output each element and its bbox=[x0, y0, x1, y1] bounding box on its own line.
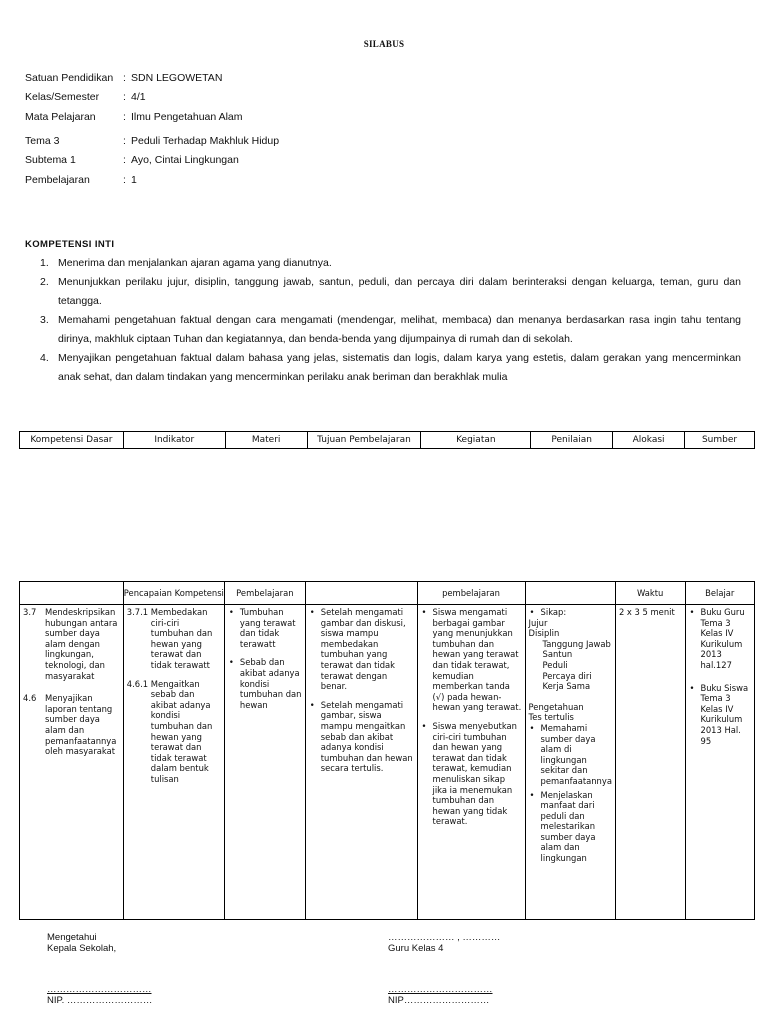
info-separator: : bbox=[123, 71, 126, 84]
list-item: Tanggung Jawab bbox=[542, 638, 611, 649]
kompetensi-inti-list bbox=[40, 254, 741, 387]
list-item: Disiplin bbox=[528, 628, 560, 639]
list-item bbox=[23, 693, 120, 757]
list-text: Memahami pengetahuan faktual dengan cara mengamati (mendengar, melihat, membaca) dan menanya berdasarkan rasa ingin tahu tentang dirinya, makhluk ciptaan Tuhan dan kegiatannya, dan benda-benda yang dijumpainya di rumah dan di sekolah. bbox=[58, 314, 741, 345]
info-row bbox=[25, 151, 279, 171]
info-separator: : bbox=[123, 173, 126, 186]
list-text: Menerima dan menjalankan ajaran agama yang dianutnya. bbox=[58, 257, 332, 269]
info-separator: : bbox=[123, 134, 126, 147]
column-header: Penilaian bbox=[531, 432, 613, 449]
column-header: Kompetensi Dasar bbox=[20, 432, 124, 449]
info-value: Ilmu Pengetahuan Alam bbox=[131, 110, 243, 123]
info-value: Ayo, Cintai Lingkungan bbox=[131, 154, 239, 167]
info-label: Tema 3 bbox=[25, 134, 60, 147]
signature-principal bbox=[47, 932, 152, 1006]
signature-name: …………………………… bbox=[388, 984, 493, 995]
sikap-label: • Sikap: bbox=[529, 607, 612, 618]
list-number: 3.7.1 bbox=[126, 607, 149, 617]
list-item: Jujur bbox=[528, 617, 548, 628]
column-header: Alokasi bbox=[613, 432, 685, 449]
list-item: • Sebab dan akibat adanya kondisi tumbuhan dan hewan bbox=[228, 657, 302, 710]
list-item: Kerja Sama bbox=[542, 681, 591, 692]
column-header: Kegiatan bbox=[421, 432, 531, 449]
list-item bbox=[127, 679, 221, 785]
list-number: 3. bbox=[40, 314, 49, 326]
info-row bbox=[25, 68, 243, 88]
info-value: 1 bbox=[131, 173, 137, 186]
list-item: Percaya diri bbox=[542, 670, 592, 681]
list-text: Mendeskripsikan hubungan antara sumber daya alam dengan lingkungan, teknologi, dan masyarakat bbox=[45, 607, 118, 681]
list-item: • Buku Guru Tema 3 Kelas IV Kurikulum 2013 hal.127 bbox=[689, 607, 752, 671]
info-value: Peduli Terhadap Makhluk Hidup bbox=[131, 134, 280, 147]
column-header: Pencapaian Kompetensi bbox=[123, 582, 224, 605]
list-item bbox=[40, 311, 741, 349]
signature-nip: NIP……………………… bbox=[388, 995, 490, 1006]
info-label: Pembelajaran bbox=[25, 173, 90, 186]
kompetensi-inti-heading: KOMPETENSI INTI bbox=[25, 239, 115, 250]
materi-cell bbox=[224, 605, 305, 920]
list-item bbox=[40, 254, 741, 273]
list-number: 4.6.1 bbox=[126, 678, 149, 689]
column-header: Pembelajaran bbox=[224, 582, 305, 605]
list-item: • Siswa mengamati berbagai gambar yang menunjukkan tumbuhan dan hewan yang terawat dan tidak terawat, kemudian memberkan tanda (√) pada hewan-hewan yang terawat. bbox=[421, 607, 522, 713]
alokasi-cell: 2 x 3 5 menit bbox=[615, 605, 685, 920]
signature-teacher bbox=[388, 932, 500, 1006]
info-row bbox=[25, 107, 243, 127]
info-label: Kelas/Semester bbox=[25, 91, 100, 104]
signature-place-date: ………………… , ………… bbox=[388, 932, 501, 943]
theme-info bbox=[25, 131, 279, 190]
list-text: Menunjukkan perilaku jujur, disiplin, tanggung jawab, santun, peduli, dan percaya diri dalam berinteraksi dengan keluarga, teman, guru dan tetangga. bbox=[58, 276, 741, 307]
column-header: Belajar bbox=[685, 582, 755, 605]
column-header bbox=[525, 582, 615, 605]
list-item: Santun bbox=[542, 649, 573, 660]
info-label: Subtema 1 bbox=[25, 154, 76, 167]
list-item: • Setelah mengamati gambar, siswa mampu mengaitkan sebab dan akibat adanya kondisi tumbuhan dan hewan secara tertulis. bbox=[309, 700, 414, 774]
column-header bbox=[305, 582, 417, 605]
info-separator: : bbox=[123, 154, 126, 167]
list-item: • Memahami sumber daya alam di lingkungan sekitar dan pemanfaatannya bbox=[529, 723, 612, 787]
list-text: Mengaitkan sebab dan akibat adanya kondisi tumbuhan dan hewan yang terawat dan tidak terawat dalam bentuk tulisan bbox=[150, 678, 213, 784]
signature-name: …………………………… bbox=[47, 984, 152, 995]
list-number: 4. bbox=[40, 352, 49, 364]
info-separator: : bbox=[123, 91, 126, 104]
info-row bbox=[25, 88, 243, 108]
signature-role: Guru Kelas 4 bbox=[388, 943, 444, 954]
list-item: • Buku Siswa Tema 3 Kelas IV Kurikulum 2013 Hal. 95 bbox=[689, 683, 752, 747]
info-value: 4/1 bbox=[131, 91, 146, 104]
list-text: Membedakan ciri-ciri tumbuhan dan hewan yang terawat dan tidak terawatt bbox=[150, 607, 213, 670]
info-value: SDN LEGOWETAN bbox=[131, 71, 223, 84]
list-text: Menyajikan laporan tentang sumber daya alam dan pemanfaatannya oleh masyarakat bbox=[45, 693, 117, 757]
column-header: Tujuan Pembelajaran bbox=[307, 432, 421, 449]
list-item: • Menjelaskan manfaat dari peduli dan melestarikan sumber daya alam dan lingkungan bbox=[529, 790, 612, 864]
list-item: • Tumbuhan yang terawat dan tidak terawatt bbox=[228, 607, 302, 649]
document-title: SILABUS bbox=[363, 39, 405, 49]
list-text: Menyajikan pengetahuan faktual dalam bahasa yang jelas, sistematis dan logis, dalam karya yang estetis, dalam gerakan yang mencerminkan anak sehat, dan dalam tindakan yang mencerminkan perilaku anak beriman dan berakhlak mulia bbox=[58, 352, 741, 383]
info-separator: : bbox=[123, 110, 126, 123]
sumber-cell bbox=[685, 605, 755, 920]
list-number: 4.6 bbox=[23, 693, 37, 704]
list-item: • Siswa menyebutkan ciri-ciri tumbuhan dan hewan yang terawat dan tidak terawat, kemudian menuliskan sikap jika ia menemukan tumbuhan dan hewan yang tidak terawat. bbox=[421, 721, 522, 827]
syllabus-header-table bbox=[19, 431, 755, 449]
list-number: 2. bbox=[40, 276, 49, 288]
signature-nip: NIP. ……………………… bbox=[47, 995, 153, 1006]
signature-role: Kepala Sekolah, bbox=[47, 943, 117, 954]
info-label: Mata Pelajaran bbox=[25, 110, 96, 123]
syllabus-content-table bbox=[19, 581, 755, 920]
list-item: Peduli bbox=[542, 659, 568, 670]
column-header: Materi bbox=[225, 432, 307, 449]
penilaian-cell bbox=[525, 605, 615, 920]
school-info bbox=[25, 68, 243, 127]
column-header bbox=[20, 582, 124, 605]
tujuan-cell bbox=[305, 605, 417, 920]
column-header: pembelajaran bbox=[417, 582, 525, 605]
info-row bbox=[25, 131, 279, 151]
list-number: 1. bbox=[40, 257, 49, 269]
list-item: • Setelah mengamati gambar dan diskusi, siswa mampu membedakan tumbuhan yang terawat dan tidak terawat dengan benar. bbox=[309, 607, 414, 692]
column-header: Waktu bbox=[615, 582, 685, 605]
column-header: Indikator bbox=[123, 432, 225, 449]
signature-line1: Mengetahui bbox=[47, 932, 97, 943]
column-header: Sumber bbox=[685, 432, 755, 449]
info-label: Satuan Pendidikan bbox=[25, 71, 114, 84]
list-item bbox=[40, 273, 741, 311]
info-row bbox=[25, 170, 279, 190]
pengetahuan-label: Pengetahuan bbox=[528, 701, 584, 712]
list-item bbox=[40, 349, 741, 387]
tes-label: Tes tertulis bbox=[528, 712, 574, 723]
indikator-cell bbox=[123, 605, 224, 920]
kegiatan-cell bbox=[417, 605, 525, 920]
list-item bbox=[23, 607, 120, 681]
list-number: 3.7 bbox=[23, 607, 37, 617]
kompetensi-dasar-cell bbox=[20, 605, 124, 920]
list-item bbox=[127, 607, 221, 671]
